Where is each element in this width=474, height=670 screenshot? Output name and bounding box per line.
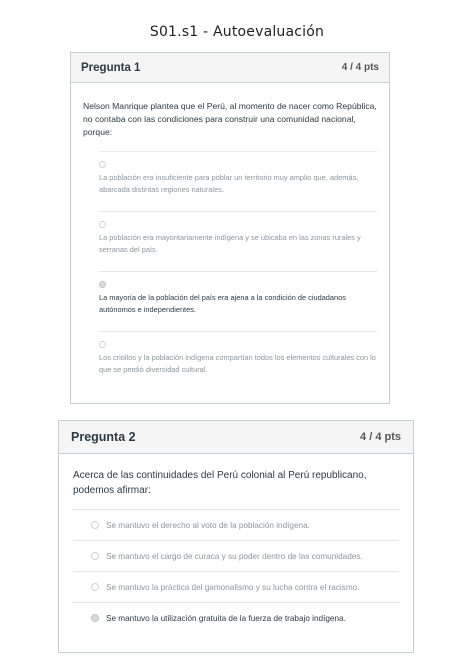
answer-option-selected[interactable]: [73, 602, 399, 633]
answer-option[interactable]: [73, 540, 399, 571]
question-points: 4 / 4 pts: [341, 62, 379, 73]
answer-text: La población era mayoritariamente indígena y se ubicaba en las zonas rurales y serranas del país.: [99, 233, 361, 254]
radio-button[interactable]: [91, 583, 99, 591]
question-header: [71, 53, 389, 83]
answer-text: Se mantuvo el cargo de curaca y su poder dentro de las comunidades.: [106, 551, 363, 561]
answer-text: Los criollos y la población indígena compartían todos los elementos culturales con lo que se perdió diversidad cultural.: [99, 353, 376, 374]
answer-option[interactable]: [73, 571, 399, 602]
radio-button[interactable]: [91, 521, 99, 529]
answer-text: La mayoría de la población del país era ajena a la condición de ciudadanos autónomos e independientes.: [99, 293, 346, 314]
question-card-1: [70, 52, 390, 404]
answer-text: Se mantuvo el derecho al voto de la población indígena.: [106, 520, 310, 530]
answer-text: Se mantuvo la práctica del gamonalismo y su lucha contra el racismo.: [106, 582, 360, 592]
answer-option[interactable]: [99, 331, 377, 391]
radio-button-selected[interactable]: [99, 281, 106, 288]
question-title: Pregunta 2: [71, 430, 136, 444]
answer-option[interactable]: [73, 509, 399, 540]
answer-option-selected[interactable]: [99, 271, 377, 331]
answer-text: Se mantuvo la utilización gratuita de la fuerza de trabajo indígena.: [106, 613, 346, 623]
radio-button[interactable]: [91, 552, 99, 560]
radio-button[interactable]: [99, 341, 106, 348]
answer-option[interactable]: [99, 151, 377, 211]
question-card-2: [58, 420, 414, 653]
page-title: S01.s1 - Autoevaluación: [149, 24, 325, 40]
question-header: [59, 421, 413, 454]
radio-button[interactable]: [99, 221, 106, 228]
answer-list: [99, 151, 377, 391]
question-title: Pregunta 1: [81, 61, 141, 74]
answer-option[interactable]: [99, 211, 377, 271]
answer-list: [73, 509, 399, 633]
question-points: 4 / 4 pts: [360, 431, 401, 443]
question-text: Acerca de las continuidades del Perú colonial al Perú republicano, podemos afirmar:: [73, 470, 367, 496]
answer-text: La población era insuficiente para poblar un territorio muy amplio que, además, abarcada distintas regiones naturales.: [99, 173, 359, 194]
question-text: Nelson Manrique plantea que el Perú, al momento de nacer como República, no contaba con las condiciones para construir una comunidad nacional, porque:: [83, 101, 377, 137]
radio-button-selected[interactable]: [91, 614, 99, 622]
radio-button[interactable]: [99, 161, 106, 168]
